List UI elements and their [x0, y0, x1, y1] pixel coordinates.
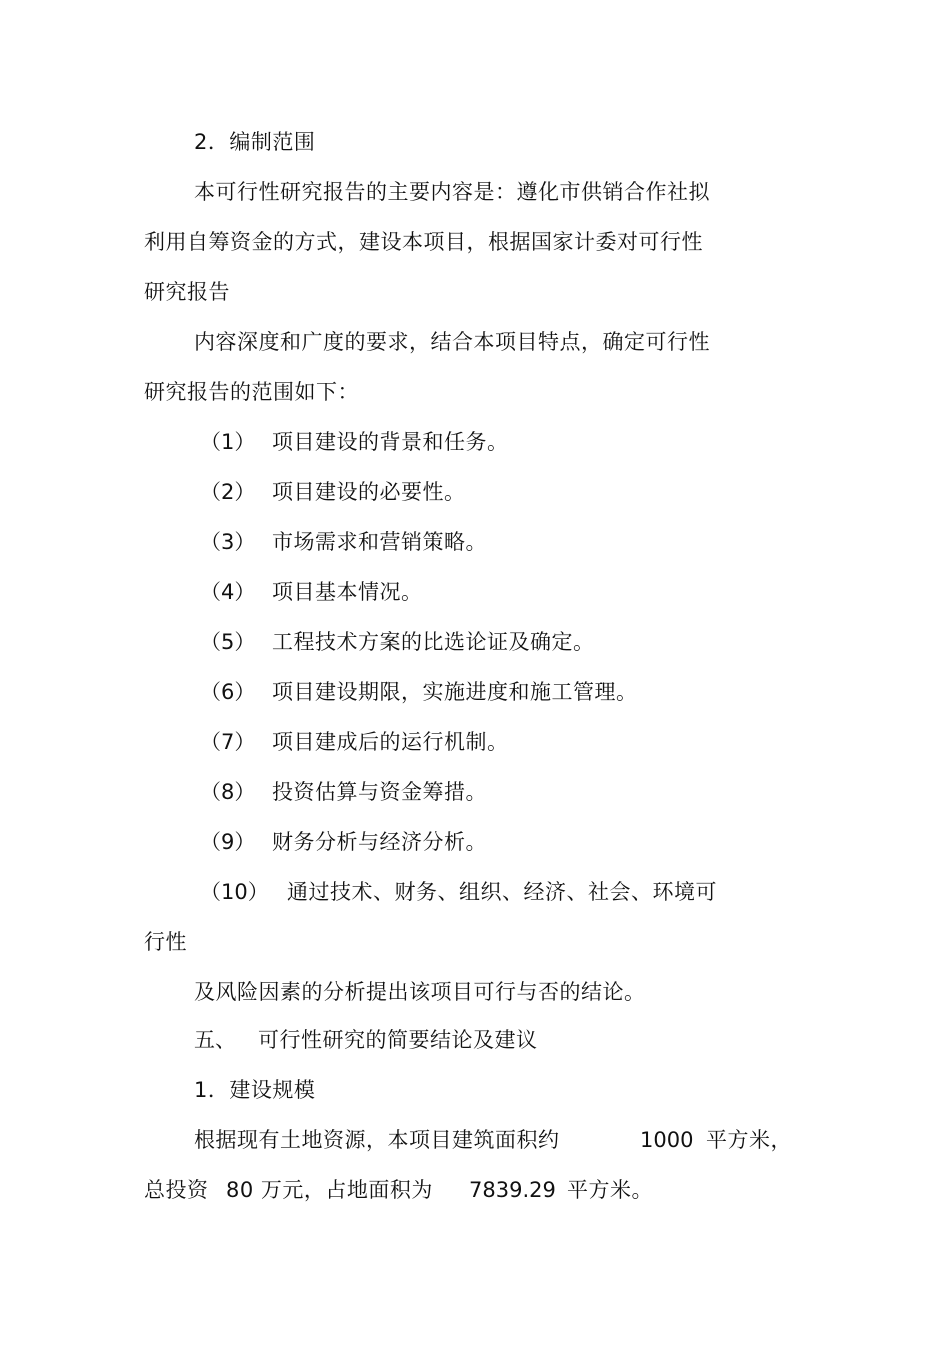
investment-value: 80 万元，占地面积为 [226, 1178, 433, 1202]
list-item-number: （8） [200, 780, 256, 804]
list-item: 投资估算与资金筹措。 [272, 780, 487, 804]
paragraph-line: 内容深度和广度的要求，结合本项目特点，确定可行性 [194, 330, 710, 354]
list-item: 项目建成后的运行机制。 [272, 730, 509, 754]
list-item-number: （1） [200, 430, 256, 454]
section-heading: 2．编制范围 [194, 130, 316, 154]
paragraph-line: 总投资 [144, 1178, 209, 1202]
paragraph-line: 平方米。 [567, 1178, 653, 1202]
paragraph-line: 平方米， [706, 1128, 792, 1152]
list-item-number: （2） [200, 480, 256, 504]
list-item-number: （5） [200, 630, 256, 654]
list-item: 项目建设的必要性。 [272, 480, 466, 504]
list-item-number: （4） [200, 580, 256, 604]
building-area-value: 1000 [640, 1128, 694, 1152]
list-item: 市场需求和营销策略。 [272, 530, 487, 554]
paragraph-line: 本可行性研究报告的主要内容是：遵化市供销合作社拟 [194, 180, 710, 204]
paragraph-line: 及风险因素的分析提出该项目可行与否的结论。 [194, 980, 646, 1004]
paragraph-line: 研究报告 [144, 280, 230, 304]
list-item: 项目基本情况。 [272, 580, 423, 604]
list-item-number: （10） [200, 880, 269, 904]
list-item: 通过技术、财务、组织、经济、社会、环境可 [287, 880, 717, 904]
paragraph-line: 行性 [144, 930, 187, 954]
paragraph-line: 研究报告的范围如下： [144, 380, 359, 404]
list-item: 财务分析与经济分析。 [272, 830, 487, 854]
list-item: 项目建设期限，实施进度和施工管理。 [272, 680, 638, 704]
list-item: 项目建设的背景和任务。 [272, 430, 509, 454]
list-item-number: （9） [200, 830, 256, 854]
paragraph-line: 根据现有土地资源，本项目建筑面积约 [194, 1128, 560, 1152]
list-item-number: （6） [200, 680, 256, 704]
section-heading: 可行性研究的简要结论及建议 [258, 1028, 538, 1052]
paragraph-line: 利用自筹资金的方式，建设本项目，根据国家计委对可行性 [144, 230, 703, 254]
section-heading-number: 五、 [194, 1028, 236, 1052]
list-item: 工程技术方案的比选论证及确定。 [272, 630, 595, 654]
subsection-heading: 1．建设规模 [194, 1078, 316, 1102]
list-item-number: （7） [200, 730, 256, 754]
land-area-value: 7839.29 [469, 1178, 556, 1202]
list-item-number: （3） [200, 530, 256, 554]
